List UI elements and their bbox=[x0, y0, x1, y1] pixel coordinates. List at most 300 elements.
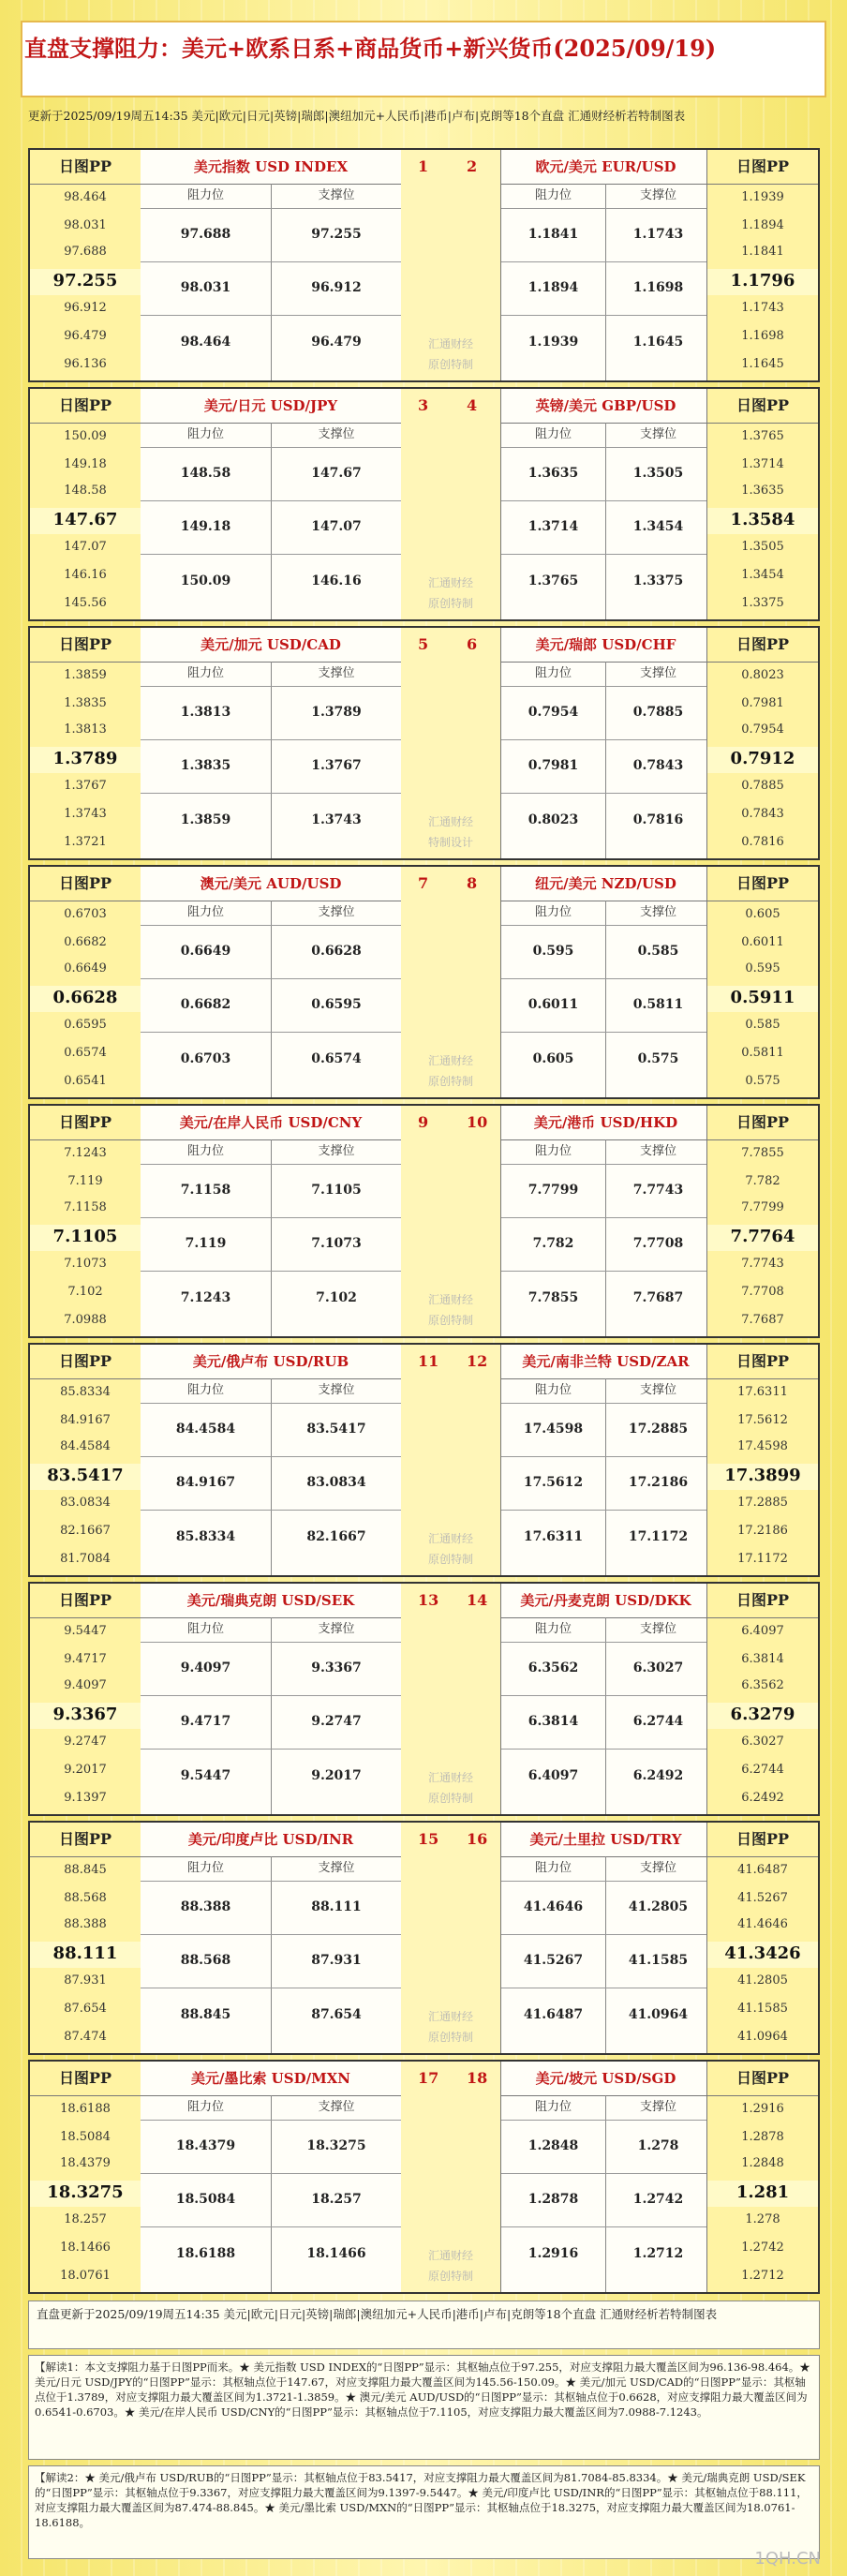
pp-level-value: 18.6188 bbox=[60, 2102, 111, 2116]
resistance-value: 0.6703 bbox=[180, 1051, 231, 1066]
pp-level-value: 88.388 bbox=[64, 1917, 107, 1931]
resistance-value: 9.5447 bbox=[180, 1768, 231, 1783]
pp-level-value: 81.7084 bbox=[60, 1552, 111, 1566]
table-number-2: 6 bbox=[467, 635, 478, 653]
resistance-value: 85.8334 bbox=[175, 1529, 236, 1544]
pp-header: 日图PP bbox=[736, 1352, 790, 1370]
row-divider bbox=[501, 978, 710, 979]
table-number-1: 1 bbox=[418, 157, 429, 175]
pp-header: 日图PP bbox=[58, 396, 112, 414]
pp-level-value: 1.3859 bbox=[64, 668, 107, 682]
row-divider bbox=[501, 925, 710, 926]
support-header: 支撑位 bbox=[318, 1144, 355, 1158]
pp-header: 日图PP bbox=[58, 2069, 112, 2087]
pair-block bbox=[28, 1343, 820, 1577]
pp-header: 日图PP bbox=[58, 157, 112, 175]
pp-column-left bbox=[30, 389, 141, 619]
pp-level-value: 41.6487 bbox=[737, 1863, 788, 1877]
pp-header: 日图PP bbox=[736, 396, 790, 414]
resistance-value: 1.1939 bbox=[528, 335, 579, 350]
resistance-value: 6.4097 bbox=[528, 1768, 579, 1783]
support-header: 支撑位 bbox=[639, 1861, 676, 1875]
support-value: 18.3275 bbox=[306, 2138, 366, 2153]
table-number-1: 15 bbox=[418, 1830, 439, 1848]
pp-level-value: 9.4717 bbox=[64, 1652, 107, 1666]
table-number-2: 12 bbox=[467, 1352, 488, 1370]
support-header: 支撑位 bbox=[318, 1383, 355, 1397]
row-divider bbox=[501, 1934, 710, 1935]
resistance-value: 6.3814 bbox=[528, 1714, 579, 1729]
right-pair-table bbox=[500, 150, 711, 380]
resistance-value: 1.3813 bbox=[180, 705, 231, 720]
support-value: 0.7843 bbox=[632, 758, 684, 773]
resistance-value: 7.782 bbox=[532, 1236, 574, 1251]
pp-level-value: 85.8334 bbox=[60, 1385, 111, 1399]
support-value: 147.07 bbox=[311, 519, 362, 534]
row-divider bbox=[141, 686, 401, 687]
middle-column bbox=[401, 1106, 500, 1336]
right-pair-table bbox=[500, 867, 711, 1097]
row-divider bbox=[141, 739, 401, 740]
table-number-2: 14 bbox=[467, 1591, 488, 1609]
left-pair-table bbox=[141, 2062, 402, 2292]
pp-level-value: 145.56 bbox=[64, 596, 107, 610]
pp-level-value: 1.3714 bbox=[741, 457, 784, 471]
pp-level-value: 88.568 bbox=[64, 1891, 107, 1905]
pp-level-value: 17.2885 bbox=[737, 1496, 788, 1510]
row-divider bbox=[501, 1749, 710, 1750]
pp-column-right bbox=[706, 389, 818, 619]
support-value: 9.3367 bbox=[311, 1660, 362, 1675]
support-value: 146.16 bbox=[311, 573, 362, 588]
pp-level-value: 9.1397 bbox=[64, 1791, 107, 1805]
right-pair-name: 纽元/美元 NZD/USD bbox=[535, 875, 676, 892]
resistance-value: 17.6311 bbox=[523, 1529, 584, 1544]
row-divider bbox=[141, 1271, 401, 1272]
resistance-header: 阻力位 bbox=[186, 905, 224, 919]
pp-level-value: 9.2017 bbox=[64, 1763, 107, 1777]
pp-level-value: 0.7843 bbox=[741, 807, 784, 821]
pivot-point-value: 0.7912 bbox=[730, 749, 795, 768]
row-divider bbox=[141, 2226, 401, 2227]
pp-header: 日图PP bbox=[736, 2069, 790, 2087]
right-pair-table bbox=[500, 1823, 711, 2053]
pp-level-value: 0.7954 bbox=[741, 722, 784, 737]
resistance-value: 1.3714 bbox=[528, 519, 579, 534]
support-header: 支撑位 bbox=[318, 905, 355, 919]
pivot-point-value: 1.1796 bbox=[730, 271, 795, 290]
table-number-2: 18 bbox=[467, 2069, 488, 2087]
support-value: 41.2805 bbox=[628, 1899, 689, 1914]
support-value: 7.7708 bbox=[632, 1236, 684, 1251]
support-value: 7.7743 bbox=[632, 1183, 684, 1198]
pp-level-value: 7.1158 bbox=[64, 1200, 107, 1214]
row-divider bbox=[501, 261, 710, 262]
resistance-value: 7.7799 bbox=[528, 1183, 579, 1198]
support-value: 1.278 bbox=[637, 2138, 679, 2153]
resistance-value: 1.3859 bbox=[180, 812, 231, 827]
pivot-point-value: 41.3426 bbox=[724, 1943, 801, 1963]
watermark-line-1: 汇通财经 bbox=[427, 815, 473, 828]
row-divider bbox=[141, 1934, 401, 1935]
pp-level-value: 0.6574 bbox=[64, 1046, 107, 1060]
update-subtitle: 更新于2025/09/19周五14:35 美元|欧元|日元|英镑|瑞郎|澳纽加元+人民币|港币|卢布|克朗等18个直盘 汇通财经析若特制图表 bbox=[28, 109, 686, 123]
watermark-line-1: 汇通财经 bbox=[427, 337, 473, 350]
resistance-value: 1.3765 bbox=[528, 573, 579, 588]
pp-level-value: 9.4097 bbox=[64, 1678, 107, 1692]
row-divider bbox=[141, 315, 401, 316]
support-value: 0.585 bbox=[637, 944, 679, 959]
resistance-value: 7.1158 bbox=[180, 1183, 231, 1198]
pp-level-value: 0.6541 bbox=[64, 1074, 107, 1088]
pp-level-value: 18.4379 bbox=[60, 2156, 111, 2170]
left-pair-name: 美元/瑞典克朗 USD/SEK bbox=[186, 1592, 355, 1609]
pp-level-value: 87.654 bbox=[64, 2002, 107, 2016]
left-pair-name: 美元/印度卢比 USD/INR bbox=[187, 1831, 354, 1848]
resistance-header: 阻力位 bbox=[186, 188, 224, 202]
pp-column-left bbox=[30, 1823, 141, 2053]
pp-level-value: 0.6682 bbox=[64, 935, 107, 949]
resistance-value: 0.7981 bbox=[528, 758, 579, 773]
pair-block bbox=[28, 626, 820, 860]
support-value: 1.3743 bbox=[311, 812, 362, 827]
pp-column-left bbox=[30, 867, 141, 1097]
pp-level-value: 0.575 bbox=[745, 1074, 780, 1088]
table-number-2: 8 bbox=[467, 874, 478, 892]
right-pair-table bbox=[500, 1345, 711, 1575]
support-value: 1.2712 bbox=[632, 2246, 684, 2261]
pp-level-value: 1.3743 bbox=[64, 807, 107, 821]
support-value: 88.111 bbox=[311, 1899, 362, 1914]
support-value: 0.575 bbox=[637, 1051, 679, 1066]
watermark-line-1: 汇通财经 bbox=[427, 1771, 473, 1784]
support-value: 1.3789 bbox=[311, 705, 362, 720]
middle-column bbox=[401, 628, 500, 858]
pp-column-left bbox=[30, 1106, 141, 1336]
pp-column-right bbox=[706, 628, 818, 858]
watermark-line-1: 汇通财经 bbox=[427, 1532, 473, 1545]
support-value: 7.1105 bbox=[311, 1183, 362, 1198]
pp-level-value: 0.6703 bbox=[64, 907, 107, 921]
row-divider bbox=[501, 739, 710, 740]
resistance-value: 0.6682 bbox=[180, 997, 231, 1012]
support-value: 0.5811 bbox=[632, 997, 684, 1012]
resistance-value: 84.4584 bbox=[175, 1422, 236, 1437]
row-divider bbox=[141, 1217, 401, 1218]
pp-level-value: 0.6649 bbox=[64, 961, 107, 975]
right-pair-table bbox=[500, 628, 711, 858]
right-pair-table bbox=[500, 1584, 711, 1814]
pp-level-value: 0.8023 bbox=[741, 668, 784, 682]
support-value: 0.7885 bbox=[632, 705, 684, 720]
pp-level-value: 17.6311 bbox=[737, 1385, 788, 1399]
left-pair-table bbox=[141, 1345, 402, 1575]
row-divider bbox=[141, 978, 401, 979]
pp-level-value: 88.845 bbox=[64, 1863, 107, 1877]
pp-level-value: 7.102 bbox=[67, 1285, 103, 1299]
resistance-header: 阻力位 bbox=[534, 1861, 572, 1875]
pivot-point-value: 0.5911 bbox=[730, 988, 795, 1007]
resistance-header: 阻力位 bbox=[186, 2100, 224, 2114]
pp-level-value: 1.1743 bbox=[741, 301, 784, 315]
pp-level-value: 84.9167 bbox=[60, 1413, 111, 1427]
pair-block bbox=[28, 1821, 820, 2055]
watermark-line-2: 原创特制 bbox=[427, 2270, 473, 2283]
row-divider bbox=[141, 1642, 401, 1643]
pair-block bbox=[28, 387, 820, 621]
site-watermark: 1QH.CN bbox=[754, 2549, 821, 2569]
support-value: 17.2885 bbox=[628, 1422, 689, 1437]
row-divider bbox=[141, 447, 401, 448]
pp-level-value: 7.782 bbox=[745, 1174, 780, 1188]
pp-level-value: 7.1073 bbox=[64, 1257, 107, 1271]
support-value: 18.257 bbox=[311, 2192, 362, 2207]
pp-level-value: 9.5447 bbox=[64, 1624, 107, 1638]
pivot-point-value: 83.5417 bbox=[47, 1466, 124, 1485]
left-pair-table bbox=[141, 867, 402, 1097]
pp-level-value: 0.6595 bbox=[64, 1018, 107, 1032]
row-divider bbox=[501, 2226, 710, 2227]
resistance-value: 88.568 bbox=[180, 1953, 231, 1968]
pp-level-value: 17.1172 bbox=[737, 1552, 788, 1566]
row-divider bbox=[501, 315, 710, 316]
table-number-2: 10 bbox=[467, 1113, 488, 1131]
left-pair-name: 美元/日元 USD/JPY bbox=[203, 397, 338, 414]
pp-column-left bbox=[30, 2062, 141, 2292]
support-value: 6.3027 bbox=[632, 1660, 684, 1675]
pp-header: 日图PP bbox=[736, 157, 790, 175]
resistance-value: 1.3635 bbox=[528, 466, 579, 481]
resistance-value: 97.688 bbox=[180, 227, 231, 242]
left-pair-table bbox=[141, 1106, 402, 1336]
pp-column-left bbox=[30, 628, 141, 858]
pp-header: 日图PP bbox=[736, 635, 790, 653]
pp-level-value: 0.585 bbox=[745, 1018, 780, 1032]
support-value: 83.0834 bbox=[306, 1475, 366, 1490]
resistance-value: 0.605 bbox=[532, 1051, 574, 1066]
support-value: 41.1585 bbox=[628, 1953, 689, 1968]
row-divider bbox=[501, 1642, 710, 1643]
left-pair-table bbox=[141, 1823, 402, 2053]
pivot-point-value: 1.3789 bbox=[52, 749, 118, 768]
resistance-header: 阻力位 bbox=[186, 1622, 224, 1636]
pivot-point-value: 147.67 bbox=[52, 510, 118, 529]
pivot-point-value: 9.3367 bbox=[52, 1705, 118, 1724]
support-header: 支撑位 bbox=[318, 666, 355, 680]
table-number-1: 7 bbox=[418, 874, 429, 892]
resistance-value: 41.6487 bbox=[523, 2007, 584, 2022]
support-header: 支撑位 bbox=[318, 427, 355, 441]
support-header: 支撑位 bbox=[639, 2100, 676, 2114]
pp-level-value: 96.136 bbox=[64, 357, 107, 371]
resistance-value: 0.6011 bbox=[528, 997, 579, 1012]
right-pair-name: 欧元/美元 EUR/USD bbox=[535, 158, 676, 175]
row-divider bbox=[501, 500, 710, 501]
pivot-point-value: 6.3279 bbox=[730, 1705, 795, 1724]
support-header: 支撑位 bbox=[639, 905, 676, 919]
watermark-line-1: 汇通财经 bbox=[427, 576, 473, 589]
pp-level-value: 7.7799 bbox=[741, 1200, 784, 1214]
support-value: 0.6595 bbox=[311, 997, 362, 1012]
pp-header: 日图PP bbox=[736, 1113, 790, 1131]
support-value: 7.1073 bbox=[311, 1236, 362, 1251]
pp-column-right bbox=[706, 2062, 818, 2292]
left-pair-table bbox=[141, 628, 402, 858]
support-value: 9.2017 bbox=[311, 1768, 362, 1783]
resistance-header: 阻力位 bbox=[534, 2100, 572, 2114]
table-number-2: 2 bbox=[467, 157, 478, 175]
row-divider bbox=[141, 2120, 401, 2121]
row-divider bbox=[141, 1695, 401, 1696]
pp-level-value: 96.479 bbox=[64, 329, 107, 343]
pair-block bbox=[28, 148, 820, 382]
pp-level-value: 1.3505 bbox=[741, 540, 784, 554]
resistance-header: 阻力位 bbox=[534, 1622, 572, 1636]
watermark-line-1: 汇通财经 bbox=[427, 2249, 473, 2262]
pp-level-value: 1.1698 bbox=[741, 329, 784, 343]
support-header: 支撑位 bbox=[639, 1622, 676, 1636]
right-pair-name: 美元/土里拉 USD/TRY bbox=[529, 1831, 682, 1848]
row-divider bbox=[141, 1164, 401, 1165]
support-value: 1.3767 bbox=[311, 758, 362, 773]
support-header: 支撑位 bbox=[318, 2100, 355, 2114]
watermark-line-2: 原创特制 bbox=[427, 2031, 473, 2044]
pp-level-value: 1.2712 bbox=[741, 2269, 784, 2283]
support-value: 1.3505 bbox=[632, 466, 684, 481]
pp-level-value: 41.4646 bbox=[737, 1917, 788, 1931]
pp-level-value: 17.2186 bbox=[737, 1524, 788, 1538]
pp-level-value: 6.2492 bbox=[741, 1791, 784, 1805]
watermark-line-2: 原创特制 bbox=[427, 597, 473, 610]
pp-level-value: 18.1466 bbox=[60, 2241, 111, 2255]
resistance-value: 1.3835 bbox=[180, 758, 231, 773]
row-divider bbox=[501, 686, 710, 687]
pp-level-value: 1.3375 bbox=[741, 596, 784, 610]
pp-level-value: 98.031 bbox=[64, 218, 107, 232]
resistance-header: 阻力位 bbox=[186, 666, 224, 680]
resistance-header: 阻力位 bbox=[186, 1144, 224, 1158]
left-pair-table bbox=[141, 150, 402, 380]
pp-level-value: 1.1894 bbox=[741, 218, 784, 232]
watermark-line-1: 汇通财经 bbox=[427, 1293, 473, 1306]
pp-level-value: 148.58 bbox=[64, 484, 107, 498]
resistance-value: 0.595 bbox=[532, 944, 574, 959]
support-value: 9.2747 bbox=[311, 1714, 362, 1729]
pp-level-value: 149.18 bbox=[64, 457, 107, 471]
row-divider bbox=[501, 208, 710, 209]
pp-column-right bbox=[706, 1823, 818, 2053]
resistance-value: 41.5267 bbox=[523, 1953, 584, 1968]
middle-column bbox=[401, 867, 500, 1097]
support-value: 1.2742 bbox=[632, 2192, 684, 2207]
table-number-1: 11 bbox=[418, 1352, 439, 1370]
pp-level-value: 18.257 bbox=[64, 2212, 107, 2226]
support-value: 87.654 bbox=[311, 2007, 362, 2022]
middle-column bbox=[401, 1584, 500, 1814]
watermark-line-2: 特制设计 bbox=[427, 836, 473, 849]
support-value: 147.67 bbox=[311, 466, 362, 481]
support-value: 7.7687 bbox=[632, 1290, 684, 1305]
right-pair-name: 美元/港币 USD/HKD bbox=[533, 1114, 678, 1131]
pp-level-value: 0.7885 bbox=[741, 779, 784, 793]
pp-level-value: 0.605 bbox=[745, 907, 780, 921]
pp-level-value: 6.3027 bbox=[741, 1735, 784, 1749]
support-value: 82.1667 bbox=[306, 1529, 366, 1544]
row-divider bbox=[141, 1510, 401, 1511]
resistance-value: 1.2848 bbox=[528, 2138, 579, 2153]
row-divider bbox=[141, 500, 401, 501]
pp-level-value: 98.464 bbox=[64, 190, 107, 204]
pp-level-value: 1.3767 bbox=[64, 779, 107, 793]
pp-level-value: 1.1645 bbox=[741, 357, 784, 371]
pivot-point-value: 0.6628 bbox=[52, 988, 118, 1007]
row-divider bbox=[501, 1695, 710, 1696]
resistance-value: 1.1894 bbox=[528, 280, 579, 295]
pp-level-value: 6.4097 bbox=[741, 1624, 784, 1638]
pivot-point-value: 1.281 bbox=[736, 2182, 790, 2202]
left-pair-name: 美元/在岸人民币 USD/CNY bbox=[179, 1114, 363, 1131]
pivot-point-value: 88.111 bbox=[52, 1943, 118, 1963]
right-pair-name: 美元/坡元 USD/SGD bbox=[535, 2070, 676, 2087]
table-number-2: 4 bbox=[467, 396, 478, 414]
resistance-value: 148.58 bbox=[180, 466, 231, 481]
pp-level-value: 41.2805 bbox=[737, 1973, 788, 1988]
resistance-header: 阻力位 bbox=[186, 1383, 224, 1397]
resistance-value: 18.6188 bbox=[175, 2246, 236, 2261]
row-divider bbox=[501, 1510, 710, 1511]
pp-level-value: 1.3721 bbox=[64, 835, 107, 849]
right-pair-name: 美元/丹麦克朗 USD/DKK bbox=[520, 1592, 691, 1609]
resistance-value: 17.5612 bbox=[523, 1475, 584, 1490]
support-value: 7.102 bbox=[316, 1290, 357, 1305]
support-value: 0.6574 bbox=[311, 1051, 362, 1066]
resistance-value: 1.1841 bbox=[528, 227, 579, 242]
support-value: 96.912 bbox=[311, 280, 362, 295]
support-value: 18.1466 bbox=[306, 2246, 366, 2261]
row-divider bbox=[501, 447, 710, 448]
pivot-point-value: 7.7764 bbox=[730, 1227, 795, 1246]
row-divider bbox=[501, 554, 710, 555]
resistance-value: 18.4379 bbox=[175, 2138, 236, 2153]
resistance-value: 0.8023 bbox=[528, 812, 579, 827]
pp-column-right bbox=[706, 150, 818, 380]
left-pair-name: 美元/俄卢布 USD/RUB bbox=[192, 1353, 349, 1370]
support-value: 0.7816 bbox=[632, 812, 684, 827]
pp-level-value: 1.2878 bbox=[741, 2130, 784, 2144]
resistance-value: 84.9167 bbox=[175, 1475, 236, 1490]
pair-block bbox=[28, 1582, 820, 1816]
row-divider bbox=[501, 1164, 710, 1165]
table-number-2: 16 bbox=[467, 1830, 488, 1848]
row-divider bbox=[501, 1456, 710, 1457]
support-header: 支撑位 bbox=[318, 1622, 355, 1636]
interpretation-note-2: 【解读2：★ 美元/俄卢布 USD/RUB的“日图PP”显示：其枢轴点位于83.5417，对应支撑阻力最大覆盖区间为81.7084-85.8334。★ 美元/瑞典克朗 USD/SEK的“日图PP”显示：其枢轴点位于9.3367，对应支撑阻力最大覆盖区间为9.1397-9.5447。★ 美元/印度卢比 USD/INR的“日图PP”显示：其枢轴点位于88.111，对应支撑阻力最大覆盖区间为87.474-88.845。★ 美元/墨比索 USD/MXN的“日图PP”显示：其枢轴点位于18.3275，对应支撑阻力最大覆盖区间为18.0761-18.6188。 bbox=[28, 2465, 820, 2559]
row-divider bbox=[141, 1456, 401, 1457]
support-header: 支撑位 bbox=[639, 666, 676, 680]
pp-level-value: 83.0834 bbox=[60, 1496, 111, 1510]
support-value: 6.2492 bbox=[632, 1768, 684, 1783]
row-divider bbox=[141, 2173, 401, 2174]
middle-column bbox=[401, 150, 500, 380]
watermark-line-2: 原创特制 bbox=[427, 1314, 473, 1327]
resistance-value: 1.2916 bbox=[528, 2246, 579, 2261]
resistance-value: 149.18 bbox=[180, 519, 231, 534]
table-number-1: 5 bbox=[418, 635, 429, 653]
middle-column bbox=[401, 1345, 500, 1575]
pp-header: 日图PP bbox=[58, 1113, 112, 1131]
pair-block bbox=[28, 865, 820, 1099]
pp-level-value: 41.1585 bbox=[737, 2002, 788, 2016]
